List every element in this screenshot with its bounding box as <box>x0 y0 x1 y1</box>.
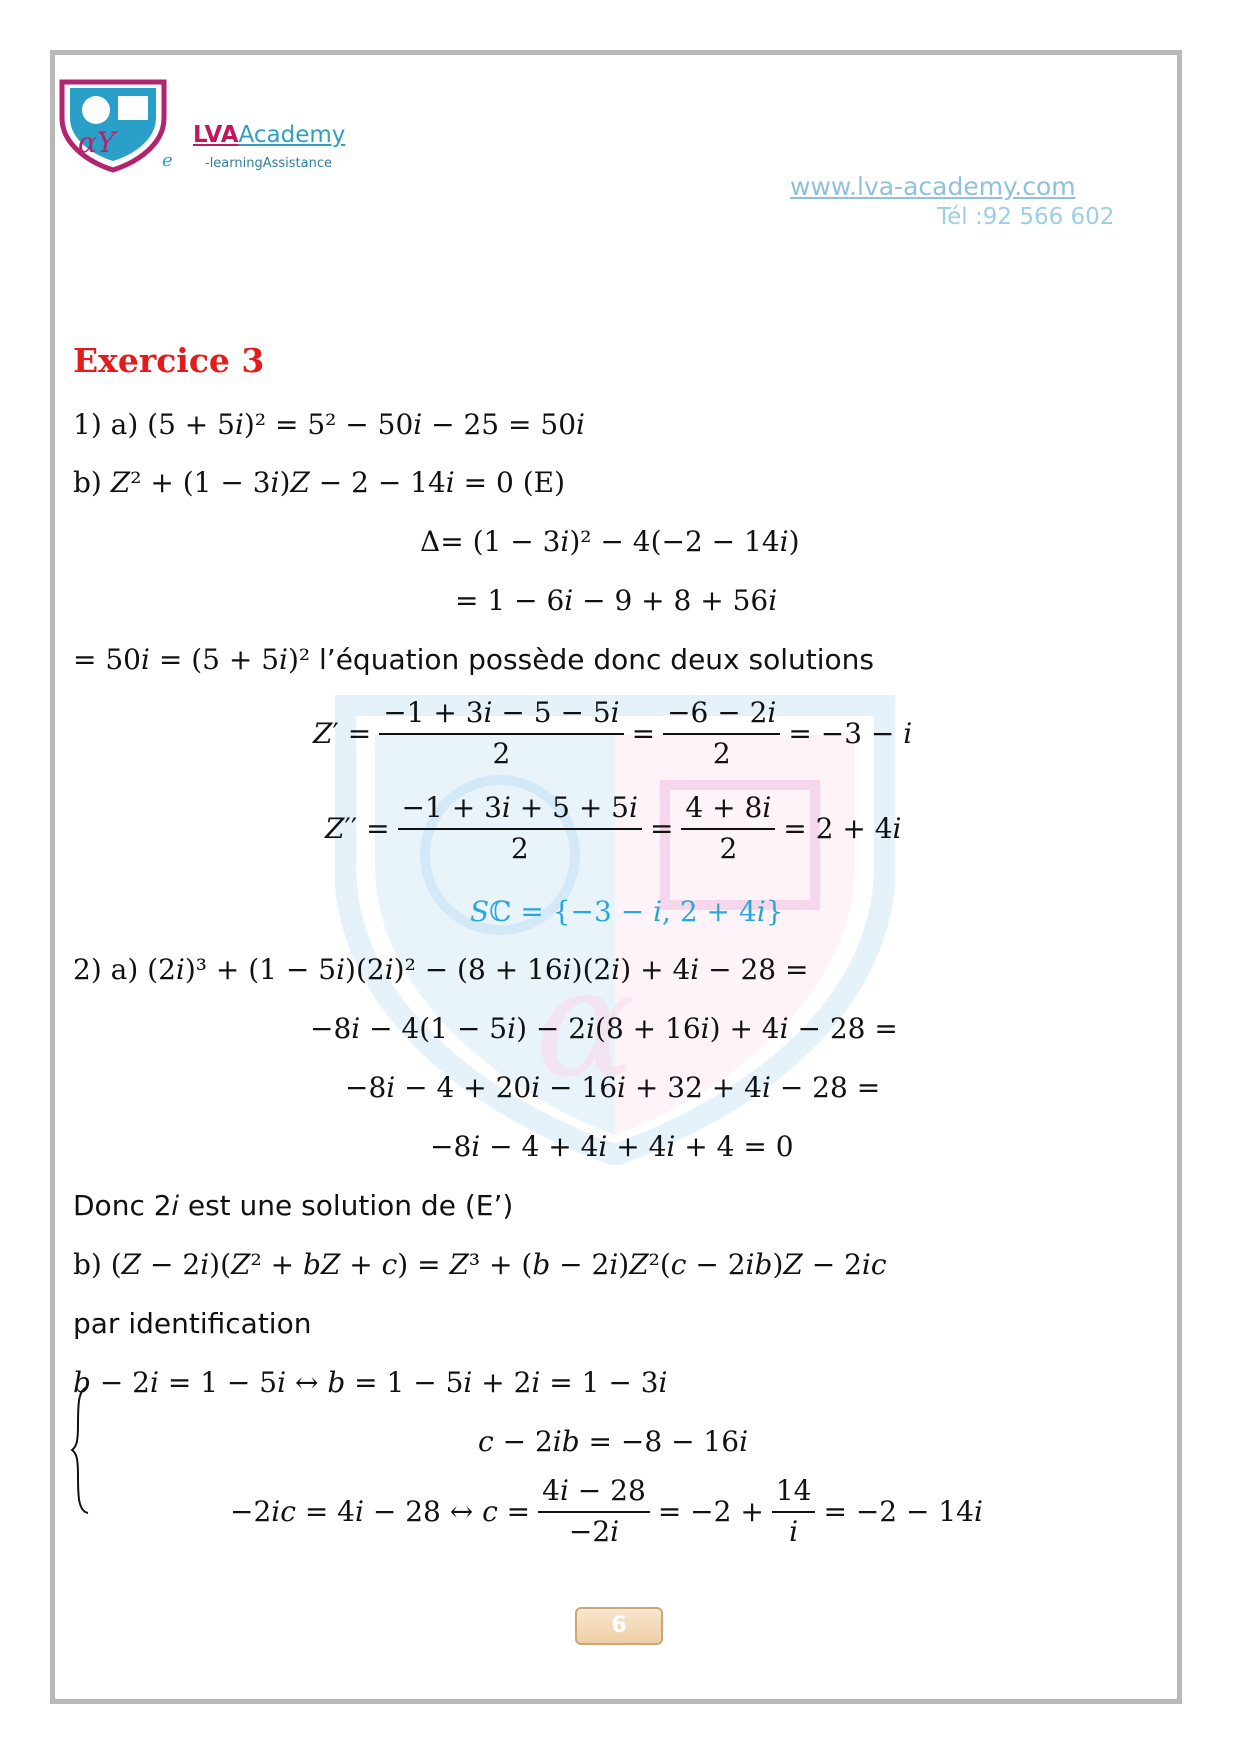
sys3-numerator-1: 4𝑖 − 28 <box>538 1476 650 1513</box>
z1-lhs: 𝑍′ = <box>313 717 372 751</box>
exercise-title: Exercice 3 <box>73 341 265 380</box>
sys3-denominator-1: −2𝑖 <box>568 1514 620 1548</box>
z1-rhs: = −3 − 𝑖 <box>788 717 913 751</box>
z2-denominator-1: 2 <box>510 831 529 865</box>
sys3-lhs: −2𝑖𝑐 = 4𝑖 − 28 ↔ 𝑐 = <box>230 1495 531 1529</box>
delta-line-2: = 1 − 6𝑖 − 9 + 8 + 56𝑖 <box>455 584 778 617</box>
brand-name <box>193 122 345 148</box>
conclusion-line: Donc 2𝑖 est une solution de (E’) <box>73 1189 514 1222</box>
solution-set: 𝑆ℂ = {−3 − 𝑖, 2 + 4𝑖} <box>470 895 784 928</box>
sys3-rhs: = −2 − 14𝑖 <box>823 1495 983 1529</box>
site-telephone: Tél :92 566 602 <box>937 204 1115 230</box>
brand-e-letter: e <box>162 150 173 171</box>
sys3-numerator-2: 14 <box>772 1476 816 1513</box>
z2-denominator-2: 2 <box>719 831 738 865</box>
logo-initials: αΥ <box>78 126 116 159</box>
z-double-prime-equation <box>325 793 902 865</box>
delta-comment: l’équation possède donc deux solutions <box>310 643 874 676</box>
question-2a: 2) a) (2𝑖)³ + (1 − 5𝑖)(2𝑖)² − (8 + 16𝑖)(2𝑖) + 4𝑖 − 28 = <box>73 953 809 986</box>
sys3-middle: = −2 + <box>657 1495 764 1529</box>
question-2a-line-4: −8𝑖 − 4 + 4𝑖 + 4𝑖 + 4 = 0 <box>430 1130 794 1163</box>
system-equation-3 <box>230 1476 983 1548</box>
svg-text:α: α <box>535 937 637 1111</box>
question-2b: b) (𝑍 − 2𝑖)(𝑍² + 𝑏𝑍 + 𝑐) = 𝑍³ + (𝑏 − 2𝑖)𝑍²(𝑐 − 2𝑖𝑏)𝑍 − 2𝑖𝑐 <box>73 1248 887 1281</box>
z2-numerator-2: 4 + 8𝑖 <box>681 793 775 830</box>
sys3-fraction-2 <box>772 1476 816 1548</box>
z1-equals: = <box>631 717 656 751</box>
z-prime-equation <box>313 698 912 770</box>
brand-lva: LVA <box>193 122 239 148</box>
question-1a: 1) a) (5 + 5𝑖)² = 5² − 50𝑖 − 25 = 50𝑖 <box>73 408 585 441</box>
z1-numerator-2: −6 − 2𝑖 <box>663 698 780 735</box>
system-brace-icon <box>70 1385 92 1515</box>
system-equation-1: 𝑏 − 2𝑖 = 1 − 5𝑖 ↔ 𝑏 = 1 − 5𝑖 + 2𝑖 = 1 − 3𝑖 <box>73 1366 668 1399</box>
question-2a-line-2: −8𝑖 − 4(1 − 5𝑖) − 2𝑖(8 + 16𝑖) + 4𝑖 − 28 = <box>310 1012 898 1045</box>
page-number-badge: 6 <box>575 1607 663 1645</box>
z1-fraction-1 <box>379 698 623 770</box>
lva-shield-logo <box>58 78 168 173</box>
identification-label: par identification <box>73 1307 312 1340</box>
site-url-link[interactable]: www.lva-academy.com <box>790 172 1076 201</box>
z2-equals: = <box>649 812 674 846</box>
delta-line-3 <box>73 643 874 676</box>
brand-academy: Academy <box>238 122 346 148</box>
system-equation-2: 𝑐 − 2𝑖𝑏 = −8 − 16𝑖 <box>478 1425 749 1458</box>
z2-rhs: = 2 + 4𝑖 <box>783 812 902 846</box>
brand-tagline: -learningAssistance <box>205 156 332 171</box>
z1-fraction-2 <box>663 698 780 770</box>
z1-denominator-2: 2 <box>712 736 731 770</box>
z2-lhs: 𝑍′′ = <box>325 812 390 846</box>
z1-denominator-1: 2 <box>492 736 511 770</box>
delta-line-1: Δ= (1 − 3𝑖)² − 4(−2 − 14𝑖) <box>420 525 800 558</box>
question-2a-line-3: −8𝑖 − 4 + 20𝑖 − 16𝑖 + 32 + 4𝑖 − 28 = <box>345 1071 881 1104</box>
z2-numerator-1: −1 + 3𝑖 + 5 + 5𝑖 <box>398 793 642 830</box>
sys3-fraction-1 <box>538 1476 650 1548</box>
question-1b: b) 𝑍² + (1 − 3𝑖)𝑍 − 2 − 14𝑖 = 0 (E) <box>73 466 566 499</box>
sys3-denominator-2: 𝑖 <box>789 1514 799 1548</box>
delta-value: = 50𝑖 = (5 + 5𝑖)² <box>73 643 311 676</box>
z2-fraction-1 <box>398 793 642 865</box>
z2-fraction-2 <box>681 793 775 865</box>
z1-numerator-1: −1 + 3𝑖 − 5 − 5𝑖 <box>379 698 623 735</box>
